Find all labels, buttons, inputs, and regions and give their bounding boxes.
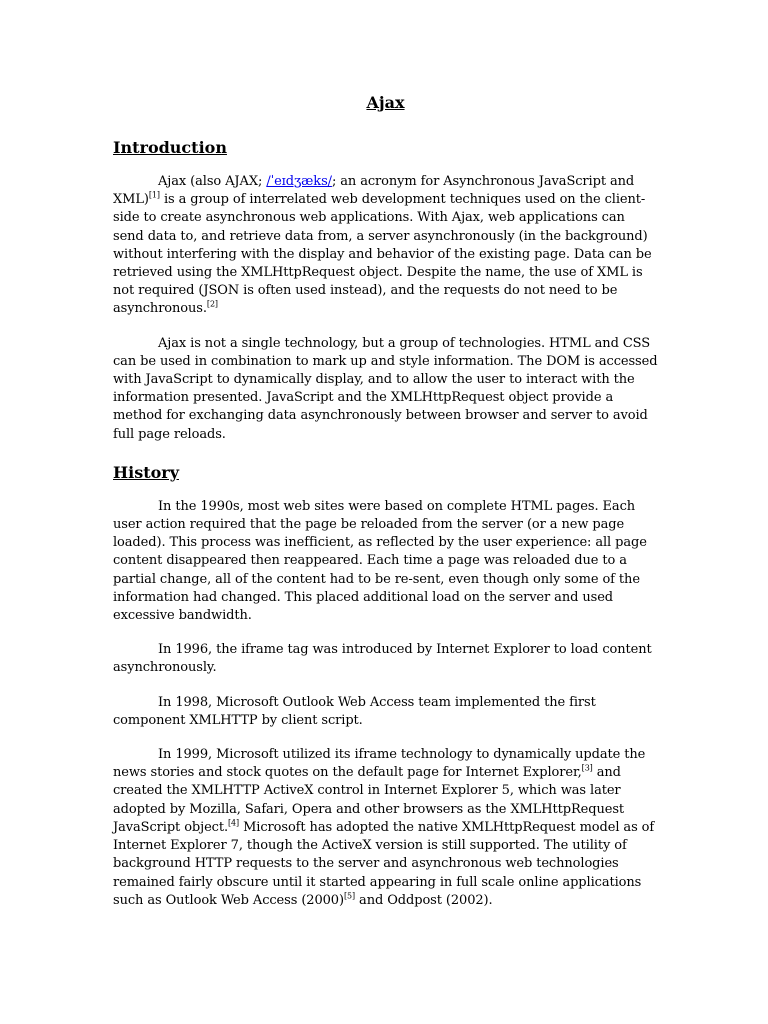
text-run: ; an acronym for Asynchronous JavaScript and XML) <box>113 174 635 208</box>
text-run: is a group of interrelated web development techniques used on the client-side to create asynchronous web applications. With Ajax, web applications can send data to, and retrieve data from, a server asynchronously (in the background) without interfering with the display and behavior of the existing page. Data can be retrieved using the XMLHttpRequest object. Despite the name, the use of XML is not required (JSON is often used instead), and the requests do not need to be asynchronous. <box>113 192 652 317</box>
document-page <box>113 92 658 926</box>
intro-paragraph-1 <box>113 173 658 319</box>
text-run: and Oddpost (2002). <box>355 892 493 908</box>
text-run: In 1999, Microsoft utilized its iframe technology to dynamically update the news stories and stock quotes on the default page for Internet Explorer, <box>113 747 646 781</box>
section-heading-history: History <box>113 462 179 482</box>
footnote-ref-3[interactable]: [3] <box>581 763 593 773</box>
history-paragraph-3: In 1998, Microsoft Outlook Web Access team implemented the first component XMLHTTP by client script. <box>113 694 596 728</box>
document-title: Ajax <box>366 93 405 112</box>
intro-paragraph-2: Ajax is not a single technology, but a group of technologies. HTML and CSS can be used in combination to mark up and style information. The DOM is accessed with JavaScript to dynamically display, and to allow the user to interact with the information presented. JavaScript and the XMLHttpRequest object provide a method for exchanging data asynchronously between browser and server to avoid full page reloads. <box>113 335 658 442</box>
text-run: Microsoft has adopted the native XMLHttpRequest model as of Internet Explorer 7, though the ActiveX version is still supported. The utility of background HTTP requests to the server and asynchronous web technologies remained fairly obscure until it started appearing in full scale online applications such as Outlook Web Access (2000) <box>113 819 655 908</box>
section-heading-introduction: Introduction <box>113 138 227 157</box>
text-run: Ajax (also AJAX; <box>158 174 267 189</box>
ipa-pronunciation-link[interactable]: /ˈeɪdʒæks/ <box>266 174 332 189</box>
footnote-ref-4[interactable]: [4] <box>228 818 240 828</box>
footnote-ref-1[interactable]: [1] <box>148 190 160 200</box>
text-run: and created the XMLHTTP ActiveX control in Internet Explorer 5, which was later adopted by Mozilla, Safari, Opera and other browsers as the XMLHttpRequest JavaScript object. <box>113 765 625 835</box>
history-paragraph-4 <box>113 746 658 910</box>
history-paragraph-2: In 1996, the iframe tag was introduced by Internet Explorer to load content asynchronously. <box>113 642 652 676</box>
footnote-ref-5[interactable]: [5] <box>343 891 356 901</box>
footnote-ref-2[interactable]: [2] <box>206 300 218 310</box>
history-paragraph-1: In the 1990s, most web sites were based on complete HTML pages. Each user action required that the page be reloaded from the server (or a new page loaded). This process was inefficient, as reflected by the user experience: all page content disappeared then reappeared. Each time a page was reloaded due to a partial change, all of the content had to be re-sent, even though only some of the information had changed. This placed additional load on the server and used excessive bandwidth. <box>113 498 647 624</box>
